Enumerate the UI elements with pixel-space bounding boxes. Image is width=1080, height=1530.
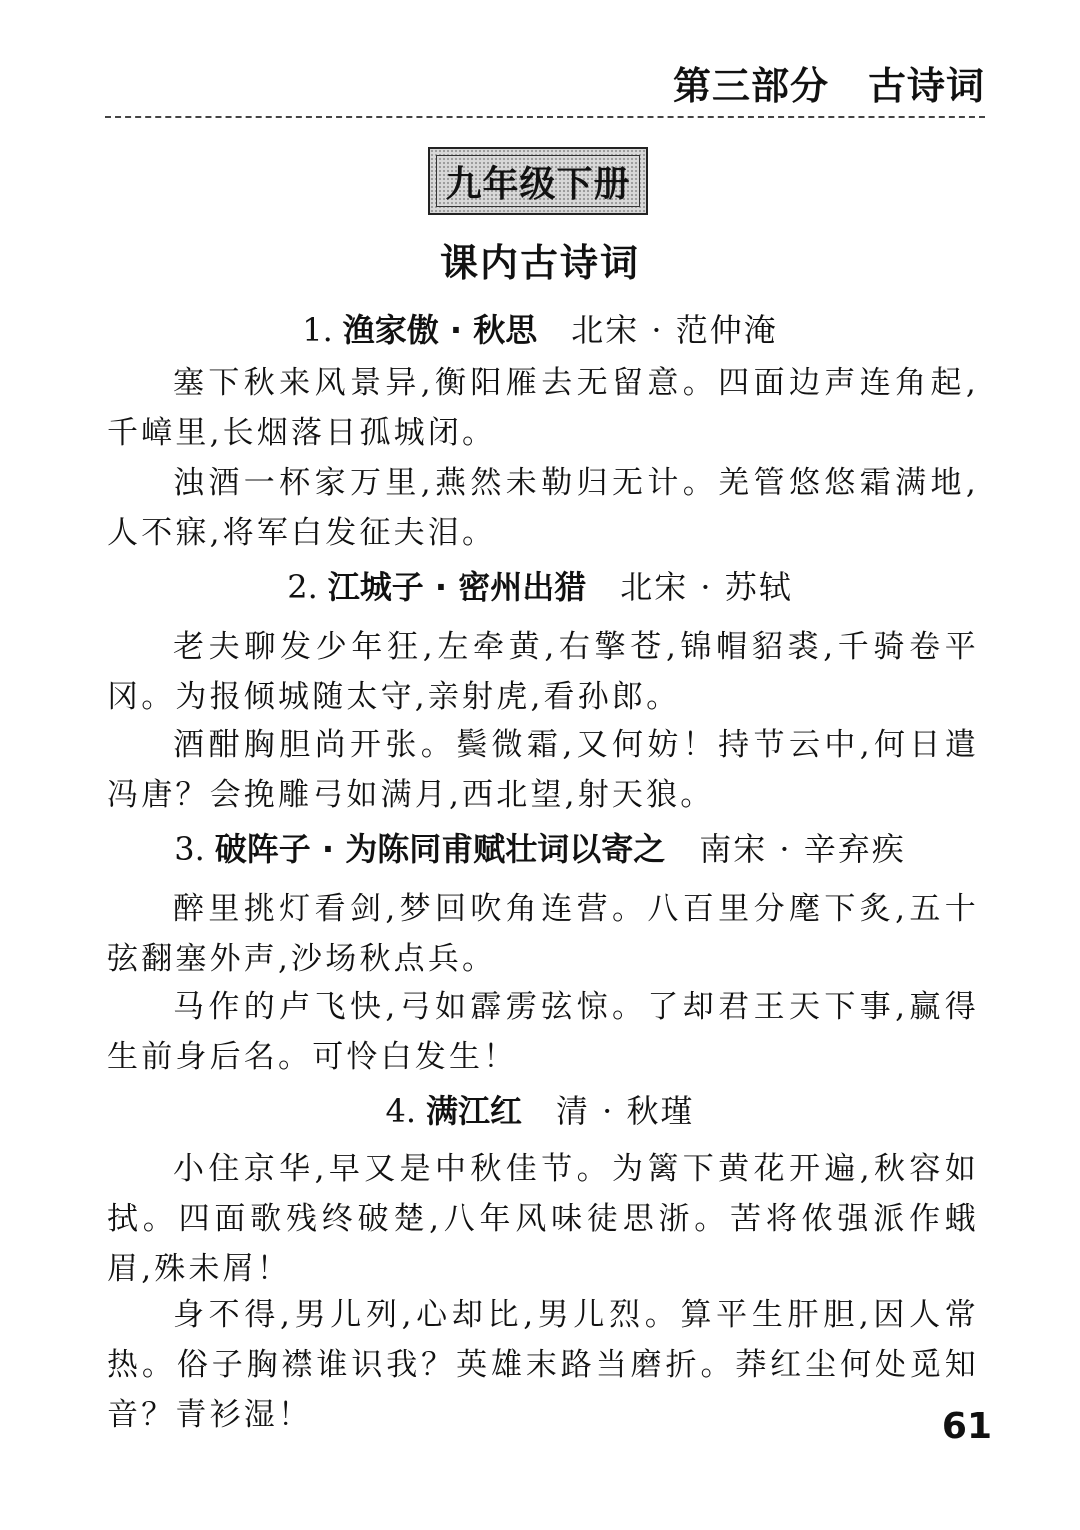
poem-stanza: 小住京华,早又是中秋佳节。为篱下黄花开遍,秋容如拭。四面歌残终破楚,八年风味徒思浙。苦将侬强派作蛾眉,殊未屑！	[107, 1151, 979, 1287]
poem-stanza: 身不得,男儿列,心却比,男儿烈。算平生肝胆,因人常热。俗子胸襟谁识我？英雄末路当磨折。莽红尘何处觅知音？青衫湿！	[107, 1297, 979, 1433]
grade-label-inner-frame	[436, 155, 640, 207]
page-number: 61	[941, 1406, 992, 1447]
page-header	[105, 60, 985, 118]
poem-stanza: 醉里挑灯看剑,梦回吹角连营。八百里分麾下炙,五十弦翻塞外声,沙场秋点兵。	[107, 891, 979, 977]
poem-heading	[0, 305, 1080, 351]
poem-heading	[0, 824, 1080, 870]
poem-number: 3.	[174, 830, 205, 868]
header-title: 第三部分 古诗词	[672, 64, 985, 108]
poem-stanza: 酒酣胸胆尚开张。鬓微霜,又何妨！持节云中,何日遣冯唐？会挽雕弓如满月,西北望,射天狼。	[107, 727, 979, 813]
poem-author: 北宋 · 范仲淹	[571, 311, 778, 349]
poem-number: 4.	[385, 1092, 416, 1130]
poem-author: 北宋 · 苏轼	[620, 568, 793, 606]
poem-title: 江城子 · 密州出猎	[327, 568, 587, 606]
grade-label-frame	[428, 147, 648, 215]
poem-number: 2.	[287, 568, 318, 606]
poem-title: 渔家傲 · 秋思	[342, 311, 538, 349]
poem-stanza: 老夫聊发少年狂,左牵黄,右擎苍,锦帽貂裘,千骑卷平冈。为报倾城随太守,亲射虎,看孙郎。	[107, 629, 979, 715]
poem-heading	[0, 1086, 1080, 1132]
poem-stanza: 马作的卢飞快,弓如霹雳弦惊。了却君王天下事,赢得生前身后名。可怜白发生！	[107, 989, 979, 1075]
poem-author: 南宋 · 辛弃疾	[699, 830, 906, 868]
poem-number: 1.	[302, 311, 333, 349]
section-title: 课内古诗词	[439, 241, 640, 285]
grade-label-box	[428, 147, 648, 215]
poem-author: 清 · 秋瑾	[556, 1092, 695, 1130]
poem-title: 满江红	[425, 1092, 522, 1130]
poem-title: 破阵子 · 为陈同甫赋壮词以寄之	[214, 830, 666, 868]
poem-stanza: 塞下秋来风景异,衡阳雁去无留意。四面边声连角起,千嶂里,长烟落日孤城闭。	[107, 365, 979, 451]
poem-heading	[0, 562, 1080, 608]
poem-stanza: 浊酒一杯家万里,燕然未勒归无计。羌管悠悠霜满地,人不寐,将军白发征夫泪。	[107, 465, 979, 551]
grade-label: 九年级下册	[445, 163, 631, 205]
